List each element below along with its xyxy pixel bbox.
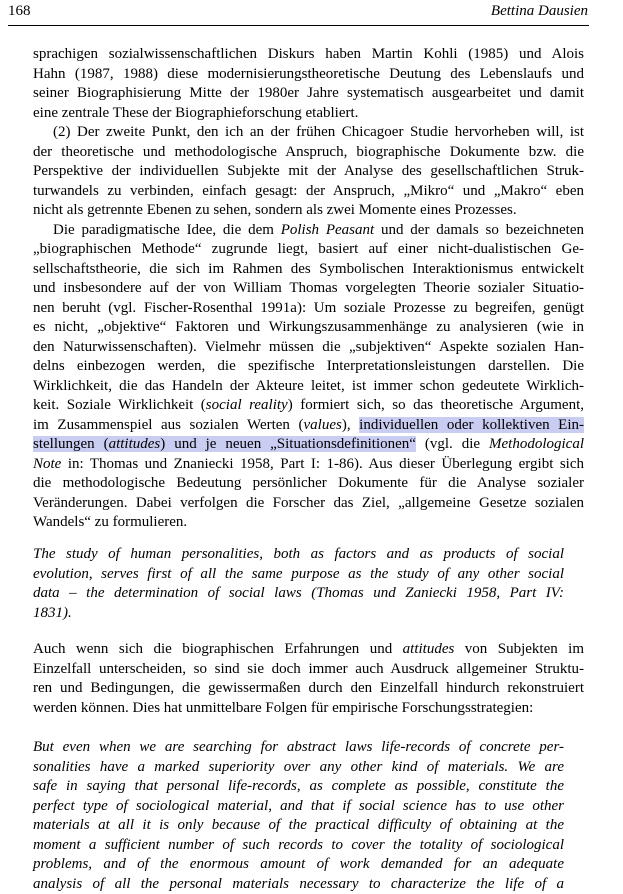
text-line: turwandels zu verbinden, einfach gesagt: der Anspruch, „Mikro“ und „Makro“ eben [33,182,584,202]
text-run: Die paradigmatische Idee, die dem [53,222,281,238]
text-line: „biographischen Methode“ zugrunde liegt, basiert auf einer nicht-dualistischen Ge- [33,240,584,260]
text-run: ), [342,417,359,433]
running-head-author: Bettina Dausien [491,3,588,20]
text-run: ) formiert sich, so das theoretische Argument, [288,397,584,413]
highlighted-text[interactable]: individuellen oder kollektiven Ein- [359,417,584,433]
quote-line: The study of human personalities, both as factors and as products of social [33,545,564,565]
text-line: nen beruht (vgl. Fischer-Rosenthal 1991a): Um soziale Prozesse zu begreifen, genügt [33,299,584,319]
text-line: seiner Biographisierung Mitte der 1980er Jahre systematisch ausgearbeitet und damit [33,84,584,104]
text-line: Veränderungen. Dabei verfolgen die Forscher das Ziel, „allgemeine Gesetze sozialen [33,494,584,514]
italic-term: Methodological [489,436,584,452]
text-line: der theoretische und methodologische Anspruch, biographische Dokumente bzw. die [33,143,584,163]
text-line: sellschaftstheorie, die sich im Rahmen des Symbolischen Interaktionismus entwickelt [33,260,584,280]
text-line: Wirklichkeit, die das Handeln der Akteure leitet, ist immer schon gedeutete Wirklich- [33,377,584,397]
text-run: ) und je neuen „Situationsdefinitionen“ [160,436,416,452]
quote-line: materials at all it is only because of the practical difficulty of obtaining at the [33,816,564,836]
quote-line: data – the determination of social laws (Thomas und Zaniecki 1958, Part IV: [33,584,564,604]
text-line: es nicht, „objektive“ Faktoren und Wirkungszusammenhänge zu analysieren (wie in [33,318,584,338]
header-rule [8,25,589,26]
text-line: die methodologische Bedeutung persönlicher Dokumente für die Analyse sozialer [33,474,584,494]
block-quote [33,738,564,894]
quote-line: sonalities have a marked superiority over any other kind of materials. We are [33,758,564,778]
quote-line-cut-off: analysis of all the personal materials necessary to characterize the life of a [33,875,564,894]
quote-line: perfect type of sociological material, and that if social science has to use other [33,797,564,817]
quote-line: But even when we are searching for abstract laws life-records of concrete per- [33,738,564,758]
text-line: nicht als getrennte Ebenen zu sehen, sondern als zwei Momente eines Prozesses. [33,201,584,221]
text-run: im Zusammenspiel aus sozialen Werten ( [33,417,304,433]
text-line: Hahn (1987, 1988) diese modernisierungstheoretische Deutung des Lebenslaufs und [33,65,584,85]
text-line: den Naturwissenschaften). Vielmehr müssen die „subjektiven“ Aspekte sozialen Han- [33,338,584,358]
text-run: Auch wenn sich die biographischen Erfahrungen und [33,641,403,657]
quote-line: evolution, serves first of all the same purpose as the study of any other social [33,565,564,585]
italic-term: Polish Peasant [281,222,374,238]
text-run: und der damals so bezeichneten [374,222,584,238]
quote-line: 1831). [33,604,564,624]
text-run: von Subjekten im [454,641,584,657]
italic-term: social reality [206,397,288,413]
text-line: (2) Der zweite Punkt, den ich an der frühen Chicagoer Studie hervorheben will, ist [33,123,584,143]
text-line: eine zentrale These der Biographieforschung etabliert. [33,104,584,124]
text-run: keit. Soziale Wirklichkeit ( [33,397,206,413]
quote-line: moment a sufficient number of such records to cover the totality of sociological [33,836,564,856]
text-run: (vgl. die [416,436,489,452]
text-line: werden können. Dies hat unmittelbare Folgen für empirische Forschungsstrategien: [33,699,584,719]
text-line [33,435,584,455]
italic-term: Note [33,456,61,472]
italic-term: values [304,417,342,433]
quote-line: safe in saying that personal life-records, as complete as possible, constitute the [33,777,564,797]
main-text [33,45,584,533]
text-line: und insbesondere auf der von William Thomas vorgelegten Theorie sozialer Situatio- [33,279,584,299]
text-run: in: Thomas und Znaniecki 1958, Part I: 1-86). Aus dieser Überlegung ergibt sich [61,456,584,472]
text-line [33,221,584,241]
page-number: 168 [8,3,31,20]
text-line: Perspektive der individuellen Subjekte mit der Analyse des gesellschaftlichen Struk- [33,162,584,182]
text-line [33,416,584,436]
italic-term: attitudes [109,436,161,452]
highlighted-text[interactable] [33,436,416,452]
text-run: stellungen ( [33,436,109,452]
text-line [33,640,584,660]
quote-line: problems, and of the enormous amount of work demanded for an adequate [33,855,564,875]
text-line: Wandels“ zu formulieren. [33,513,584,533]
paragraph [33,640,584,718]
text-line [33,396,584,416]
text-line: sprachigen sozialwissenschaftlichen Diskurs haben Martin Kohli (1985) und Alois [33,45,584,65]
text-line: ren und Bedingungen, die gewissermaßen durch den Einzelfall hindurch rekonstruiert [33,679,584,699]
text-line: delns einbezogen werden, die spezifische Interpretationsleistungen darstellen. Die [33,357,584,377]
text-line [33,455,584,475]
text-line: Einzelfall unterscheiden, so sind sie doch immer auch Ausdruck allgemeiner Struktu- [33,660,584,680]
block-quote [33,545,564,623]
italic-term: attitudes [403,641,455,657]
